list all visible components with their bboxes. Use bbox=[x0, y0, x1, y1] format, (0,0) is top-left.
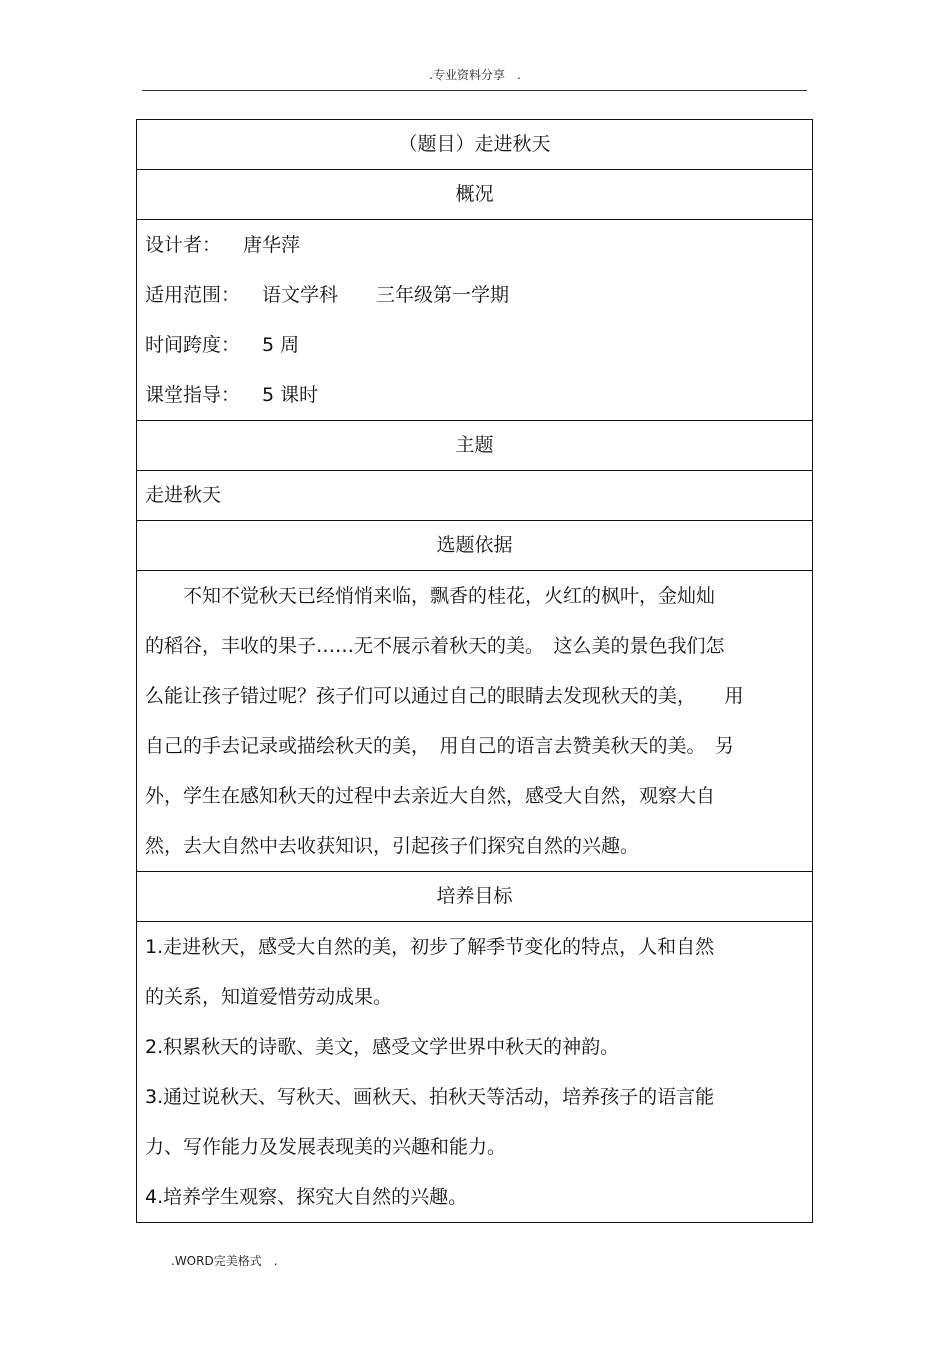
scope-row bbox=[145, 270, 812, 320]
basis-paragraph bbox=[137, 571, 813, 872]
scope-label: 适用范围： bbox=[145, 284, 241, 306]
time-span-label: 时间跨度： bbox=[145, 334, 241, 356]
header-divider bbox=[142, 90, 807, 91]
goal-line: 2.积累秋天的诗歌、美文，感受文学世界中秋天的神韵。 bbox=[145, 1036, 620, 1058]
lesson-guidance-value: 5 课时 bbox=[262, 384, 319, 406]
lesson-plan-table bbox=[136, 119, 813, 1223]
paragraph-line: 的稻谷，丰收的果子……无不展示着秋天的美。 这么美的景色我们怎 bbox=[145, 635, 725, 657]
lesson-guidance-label: 课堂指导： bbox=[145, 384, 241, 406]
time-span-row bbox=[145, 320, 812, 370]
paragraph-line: 不知不觉秋天已经悄悄来临，飘香的桂花，火红的枫叶，金灿灿 bbox=[145, 585, 716, 607]
scope-grade: 三年级第一学期 bbox=[376, 284, 510, 306]
goal-line: 1.走进秋天，感受大自然的美，初步了解季节变化的特点，人和自然 bbox=[145, 936, 715, 958]
goal-line: 4.培养学生观察、探究大自然的兴趣。 bbox=[145, 1186, 468, 1208]
theme-heading: 主题 bbox=[137, 421, 813, 471]
overview-heading: 概况 bbox=[137, 170, 813, 220]
scope-subject: 语文学科 bbox=[262, 284, 339, 306]
goal-line: 力、写作能力及发展表现美的兴趣和能力。 bbox=[145, 1136, 507, 1158]
designer-row bbox=[145, 220, 812, 270]
theme-value: 走进秋天 bbox=[137, 471, 813, 521]
page-header: .专业资料分享 . bbox=[429, 68, 521, 82]
lesson-guidance-row bbox=[145, 370, 812, 420]
paragraph-line: 外，学生在感知秋天的过程中去亲近大自然，感受大自然，观察大自 bbox=[145, 785, 716, 807]
designer-value: 唐华萍 bbox=[243, 234, 301, 256]
goals-list bbox=[137, 922, 813, 1223]
paragraph-line: 然，去大自然中去收获知识，引起孩子们探究自然的兴趣。 bbox=[145, 835, 640, 857]
paragraph-line: 自己的手去记录或描绘秋天的美， 用自己的语言去赞美秋天的美。 另 bbox=[145, 735, 735, 757]
goals-heading: 培养目标 bbox=[137, 872, 813, 922]
time-span-value: 5 周 bbox=[262, 334, 300, 356]
page-footer: .WORD完美格式 . bbox=[171, 1254, 278, 1268]
goal-line: 的关系，知道爱惜劳动成果。 bbox=[145, 986, 393, 1008]
paragraph-line: 么能让孩子错过呢？孩子们可以通过自己的眼睛去发现秋天的美， 用 bbox=[145, 685, 744, 707]
designer-label: 设计者： bbox=[145, 234, 222, 256]
goal-line: 3.通过说秋天、写秋天、画秋天、拍秋天等活动，培养孩子的语言能 bbox=[145, 1086, 715, 1108]
overview-cell bbox=[137, 220, 813, 421]
basis-heading: 选题依据 bbox=[137, 521, 813, 571]
table-title: （题目）走进秋天 bbox=[137, 120, 813, 170]
